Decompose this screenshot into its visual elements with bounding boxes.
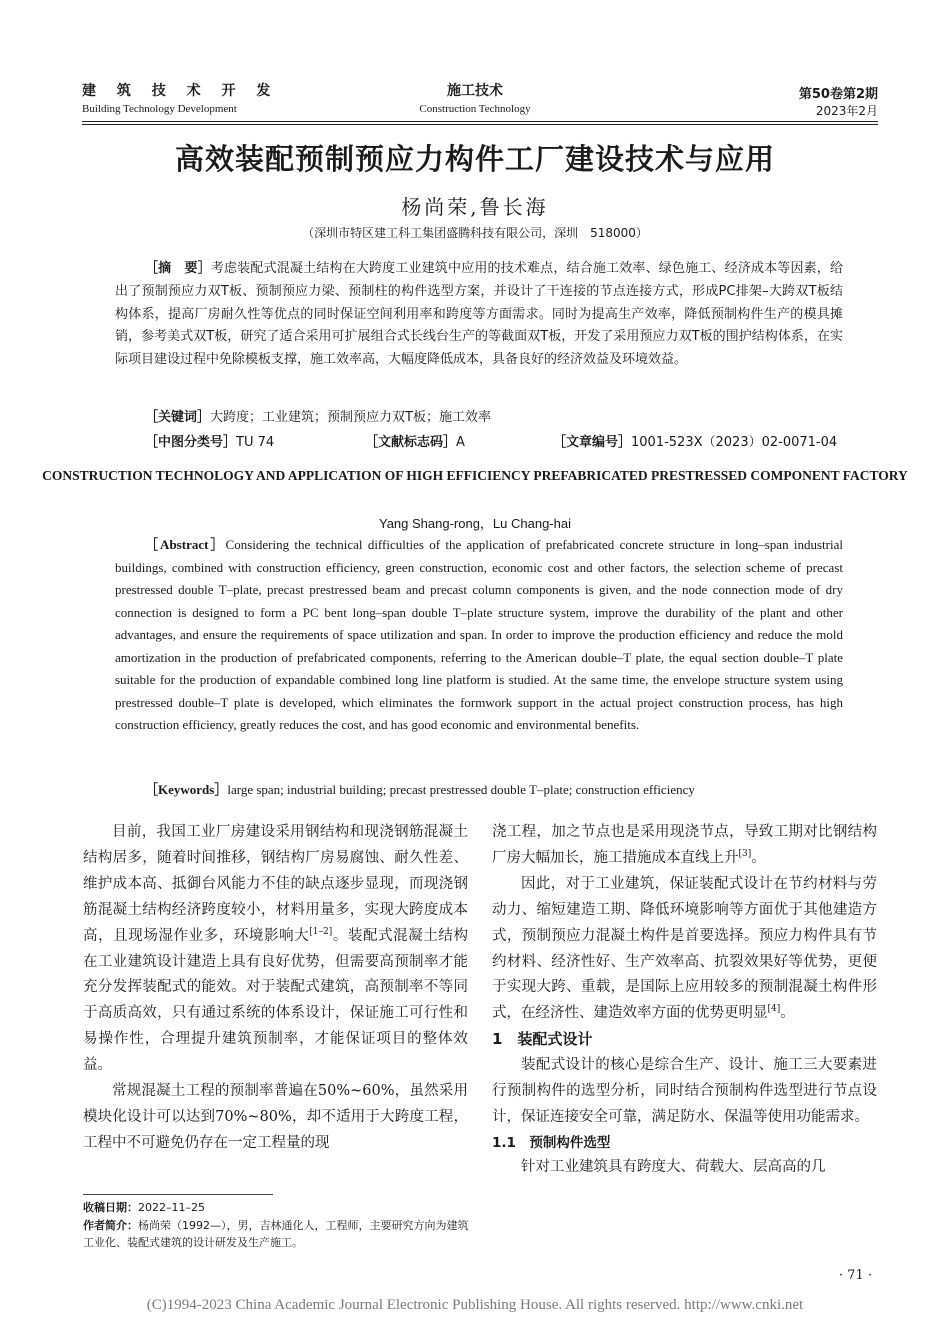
body-paragraph — [492, 820, 877, 872]
doc-code-value: A — [456, 435, 465, 450]
volume-issue: 第50卷第2期 — [798, 87, 878, 102]
article-number — [553, 431, 837, 450]
subsection-heading: 1.1 预制构件选型 — [492, 1134, 611, 1151]
section-name-en: Construction Technology — [419, 103, 531, 115]
author-bio — [83, 1218, 473, 1251]
keywords-cn — [145, 406, 491, 425]
body-right-column — [492, 820, 877, 1181]
citation: [4] — [767, 1004, 781, 1015]
journal-name-en: Building Technology Development — [82, 103, 237, 115]
received-value: 2022–11–25 — [138, 1201, 205, 1214]
body-text: 浇工程，加之节点也是采用现浇节点，导致工期对比钢结构厂房大幅加长，施工措施成本直线上升 — [492, 824, 877, 866]
author-affiliation: （深圳市特区建工科工集团盛腾科技有限公司，深圳 518000） — [302, 226, 648, 240]
abstract-en — [115, 534, 843, 737]
article-title: 高效装配预制预应力构件工厂建设技术与应用 — [174, 142, 775, 176]
body-paragraph: 常规混凝土工程的预制率普遍在50%~60%，虽然采用模块化设计可以达到70%~80%，却不适用于大跨度工程，工程中不可避免仍存在一定工程量的现 — [83, 1083, 468, 1151]
received-label: 收稿日期： — [83, 1201, 138, 1214]
abstract-en-text: Considering the technical difficulties of the application of prefabricated concrete structure in long–span industrial buildings, combined with construction efficiency, green construction, economic cost and other factors, the selection scheme of precast prestressed double T–plate, precast prestressed beam and precast column components is given, and the node connection mode of dry connection is designed to form a PC bent long–span double T–plate structure system, improve the durability of the plant and other advantages, and ensure the requirements of space utilization and span. In order to improve the production efficiency and reduce the mold amortization in the production of prefabricated components, referring to the American double–T plate, the equal section double–T plate suitable for the production of expandable combined long line platform is studied. At the same time, the envelope structure system using prestressed double–T plate is developed, which eliminates the formwork support in the actual project construction process, has high construction efficiency, greatly reduces the cost, and has good economic and environmental benefits. — [115, 537, 843, 732]
clc-number — [145, 431, 274, 450]
clc-value: TU 74 — [236, 435, 275, 450]
document-code — [365, 431, 465, 450]
body-paragraph — [492, 872, 877, 1027]
author-bio-text: 杨尚荣（1992—），男，吉林通化人，工程师，主要研究方向为建筑工业化、装配式建筑的设计研发及生产施工。 — [83, 1219, 469, 1249]
keywords-cn-text: 大跨度；工业建筑；预制预应力双T板；施工效率 — [210, 410, 491, 425]
page-number: · 71 · — [838, 1268, 872, 1283]
body-paragraph: 装配式设计的核心是综合生产、设计、施工三大要素进行预制构件的选型分析，同时结合预制构件选型进行节点设计，保证连接安全可靠，满足防水、保温等使用功能需求。 — [492, 1057, 877, 1125]
journal-name-cn: 建 筑 技 术 开 发 — [82, 83, 279, 99]
body-text: 。 — [780, 1005, 795, 1022]
article-no-value: 1001-523X（2023）02-0071-04 — [631, 435, 838, 450]
copyright-footer: (C)1994-2023 China Academic Journal Electronic Publishing House. All rights reserved. http://www.cnki.net — [146, 1297, 804, 1313]
article-authors: 杨尚荣,鲁长海 — [401, 195, 549, 219]
article-authors-en: Yang Shang-rong，Lu Chang-hai — [378, 516, 571, 531]
article-title-en: CONSTRUCTION TECHNOLOGY AND APPLICATION OF HIGH EFFICIENCY PREFABRICATED PRESTRESSED COMPONENT FACTORY — [42, 468, 908, 483]
doc-code-label: ［文献标志码］ — [365, 435, 457, 450]
issue-date: 2023年2月 — [815, 104, 878, 118]
footnote-rule — [83, 1194, 273, 1195]
article-no-label: ［文章编号］ — [553, 435, 632, 450]
keywords-en — [145, 779, 695, 798]
section-heading: 1 装配式设计 — [492, 1030, 593, 1049]
header-rule-thin — [82, 124, 878, 125]
received-date — [83, 1200, 473, 1217]
header-rule-thick — [82, 121, 878, 122]
keywords-en-label: ［Keywords］ — [145, 782, 228, 797]
author-bio-label: 作者简介： — [83, 1219, 138, 1232]
body-paragraph: 针对工业建筑具有跨度大、荷载大、层高高的几 — [521, 1158, 826, 1175]
keywords-en-text: large span; industrial building; precast prestressed double T–plate; construction efficiency — [227, 782, 695, 797]
section-name-cn: 施工技术 — [447, 83, 503, 99]
abstract-cn-label: ［摘 要］ — [145, 261, 211, 276]
citation: [3] — [738, 849, 752, 860]
keywords-cn-label: ［关键词］ — [145, 410, 211, 425]
abstract-en-label: ［Abstract］ — [145, 537, 226, 552]
abstract-cn-text: 考虑装配式混凝土结构在大跨度工业建筑中应用的技术难点，结合施工效率、绿色施工、经济成本等因素，给出了预制预应力双T板、预制预应力梁、预制柱的构件选型方案，并设计了干连接的节点连接方式，形成PC排架–大跨双T板结构体系，提高厂房耐久性等优点的同时保证空间利用率和跨度等方面需求。同时为提高生产效率，降低预制构件生产的模具摊销，参考美式双T板，研究了适合采用可扩展组合式长线台生产的等截面双T板，开发了采用预应力双T板的围护结构体系，在实际项目建设过程中免除模板支撑，施工效率高，大幅度降低成本，具备良好的经济效益及环境效益。 — [115, 261, 843, 368]
body-text: 。装配式混凝土结构在工业建筑设计建造上具有良好优势，但需要高预制率才能充分发挥装配式的能效。对于装配式建筑，高预制率不等同于高质高效，只有通过系统的体系设计，保证施工可行性和易操作性，合理提升建筑预制率，才能保证项目的整体效益。 — [83, 927, 469, 1074]
body-text: 目前，我国工业厂房建设采用钢结构和现浇钢筋混凝土结构居多，随着时间推移，钢结构厂房易腐蚀、耐久性差、维护成本高、抵御台风能力不佳的缺点逐步显现，而现浇钢筋混凝土结构经济跨度较小，材料用量多，实现大跨度成本高，且现场湿作业多，环境影响大 — [83, 824, 468, 944]
citation: [1–2] — [309, 926, 333, 937]
body-text: 。 — [751, 849, 766, 866]
clc-label: ［中图分类号］ — [145, 435, 237, 450]
body-text: 因此，对于工业建筑，保证装配式设计在节约材料与劳动力、缩短建造工期、降低环境影响等方面优于其他建造方式，预制预应力混凝土构件是首要选择。预应力构件具有节约材料、经济性好、生产效率高、抗裂效果好等优势，更便于实现大跨、重载，是国际上应用较多的预制混凝土构件形式，在经济性、建造效率方面的优势更明显 — [492, 875, 877, 1022]
body-paragraph — [83, 820, 468, 1079]
abstract-cn — [115, 258, 843, 372]
body-left-column — [83, 820, 468, 1157]
